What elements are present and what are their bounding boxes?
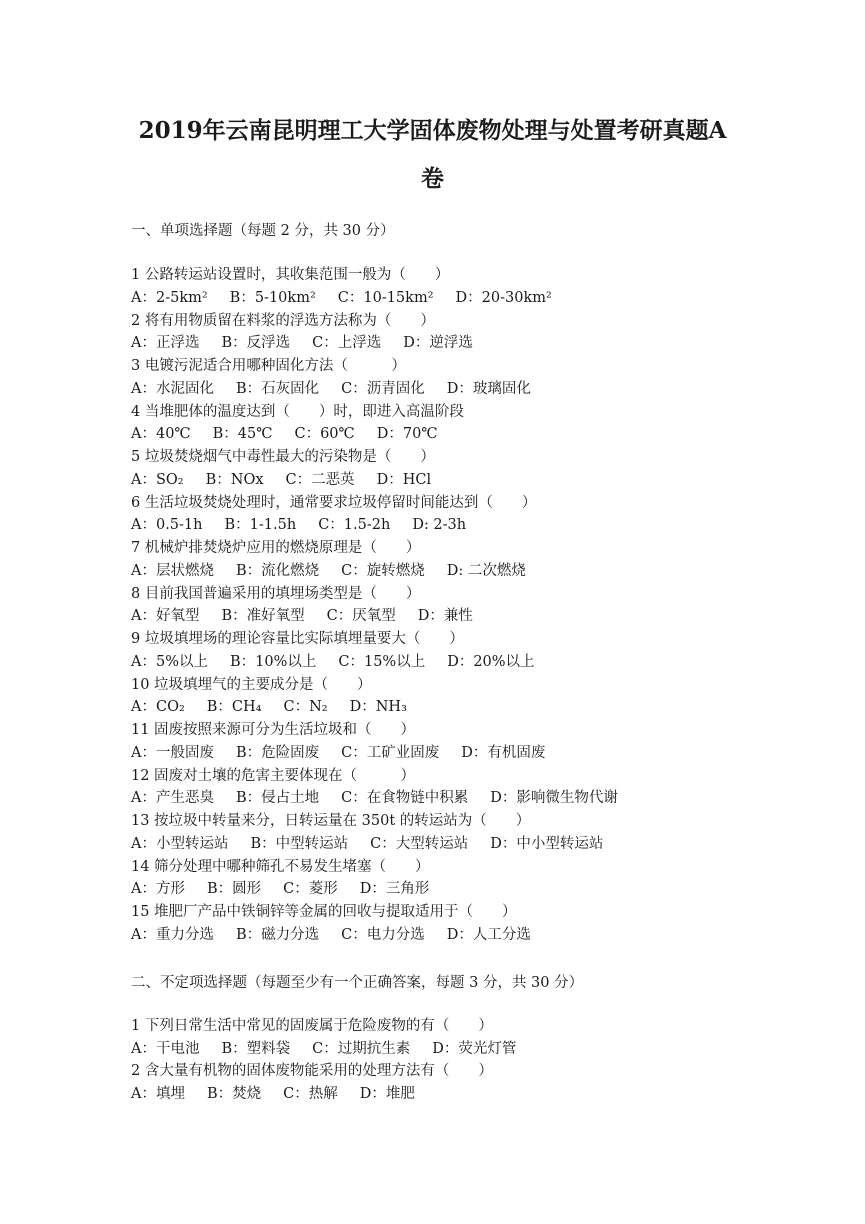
option-c: C：工矿业固废 (341, 744, 440, 761)
question-options (131, 380, 553, 398)
option-b: B：流化燃烧 (235, 562, 320, 579)
option-a: A：40℃ (131, 426, 191, 443)
question-text: 13 按垃圾中转量来分，日转运量在 350t 的转运站为（ ） (131, 813, 531, 829)
question-options (131, 1040, 538, 1058)
question-text: 4 当堆肥体的温度达到（ ）时，即进入高温阶段 (131, 403, 464, 420)
option-c: C：热解 (283, 1085, 338, 1102)
option-b: B：磁力分选 (235, 926, 320, 943)
question-options (131, 562, 548, 580)
question-text: 1 下列日常生活中常见的固废属于危险废物的有（ ） (131, 1018, 493, 1034)
option-d: D: 二次燃烧 (446, 562, 526, 579)
option-b: B：塑料袋 (221, 1040, 291, 1057)
option-b: B：圆形 (206, 881, 262, 898)
option-b: B：10%以上 (229, 653, 317, 670)
option-a: A：产生恶臭 (131, 790, 214, 807)
question-text: 6 生活垃圾焚烧处理时，通常要求垃圾停留时间能达到（ ） (131, 494, 537, 511)
option-d: D：人工分选 (446, 926, 531, 943)
option-d: D：兼性 (417, 608, 473, 625)
question-options (131, 471, 453, 489)
option-d: D：逆浮选 (403, 335, 473, 352)
option-b: B：1-1.5h (224, 517, 297, 534)
option-d: D：中小型转运站 (490, 835, 604, 852)
option-a: A：干电池 (131, 1040, 200, 1057)
question-options (131, 926, 553, 944)
option-b: B：中型转运站 (250, 835, 349, 852)
option-d: D：有机固废 (461, 744, 546, 761)
option-d: D：20%以上 (447, 653, 535, 670)
question-text: 2 将有用物质留在料浆的浮选方法称为（ ） (131, 312, 435, 329)
option-b: B：准好氧型 (221, 608, 305, 625)
option-a: A：2-5km² (131, 289, 208, 306)
option-d: D：NH₃ (349, 699, 407, 716)
option-a: A：5%以上 (131, 653, 208, 670)
option-d: D：20-30km² (455, 289, 552, 306)
option-d: D：70℃ (376, 426, 438, 443)
question-text: 14 筛分处理中哪种筛孔不易发生堵塞（ ） (131, 858, 430, 875)
question-options (131, 744, 567, 762)
option-d: D: 2-3h (412, 517, 467, 534)
option-a: A：重力分选 (131, 926, 214, 943)
option-c: C：上浮选 (312, 335, 382, 352)
option-d: D：荧光灯管 (432, 1040, 517, 1057)
option-c: C：过期抗生素 (312, 1040, 411, 1057)
option-b: B：石灰固化 (235, 380, 320, 397)
question-text: 1 公路转运站设置时，其收集范围一般为（ ） (131, 267, 450, 283)
option-a: A：正浮选 (131, 335, 200, 352)
option-a: A：填埋 (131, 1085, 185, 1102)
question-text: 7 机械炉排焚烧炉应用的燃烧原理是（ ） (131, 540, 421, 556)
option-a: A：SO₂ (131, 471, 184, 488)
option-c: C：菱形 (283, 881, 338, 898)
option-b: B：CH₄ (206, 699, 262, 716)
option-c: C：1.5-2h (318, 517, 391, 534)
option-b: B：5-10km² (229, 289, 316, 306)
question-options (131, 1085, 437, 1103)
option-a: A：层状燃烧 (131, 562, 214, 579)
question-text: 2 含大量有机物的固体废物能采用的处理方法有（ ） (131, 1063, 493, 1079)
option-a: A：小型转运站 (131, 835, 229, 852)
question-text: 5 垃圾焚烧烟气中毒性最大的污染物是（ ） (131, 449, 435, 465)
question-text: 15 堆肥厂产品中铁铜锌等金属的回收与提取适用于（ ） (131, 904, 517, 920)
option-a: A：CO₂ (131, 699, 185, 716)
option-c: C：厌氧型 (326, 608, 396, 625)
option-c: C：15%以上 (338, 653, 426, 670)
question-options (131, 789, 640, 807)
option-d: D：玻璃固化 (446, 380, 531, 397)
option-c: C：电力分选 (341, 926, 425, 943)
question-options (131, 289, 574, 307)
option-c: C：大型转运站 (370, 835, 469, 852)
option-c: C：沥青固化 (341, 380, 425, 397)
question-options (131, 516, 488, 534)
option-b: B：反浮选 (221, 335, 291, 352)
option-c: C：二恶英 (285, 471, 355, 488)
option-d: D：三角形 (359, 881, 430, 898)
option-a: A：一般固废 (131, 744, 214, 761)
option-a: A：方形 (131, 881, 185, 898)
section2-heading: 二、不定项选择题（每题至少有一个正确答案，每题 3 分，共 30 分） (131, 975, 584, 991)
option-b: B：侵占土地 (235, 790, 320, 807)
option-d: D：影响微生物代谢 (490, 790, 618, 807)
option-d: D：堆肥 (359, 1085, 415, 1102)
option-a: A：好氧型 (131, 608, 200, 625)
question-options (131, 425, 460, 443)
question-options (131, 835, 625, 853)
question-text: 11 固废按照来源可分为生活垃圾和（ ） (131, 722, 416, 738)
question-options (131, 698, 429, 716)
question-text: 10 垃圾填埋气的主要成分是（ ） (131, 676, 372, 693)
page-title-line2: 卷 (421, 165, 444, 192)
option-b: B：焚烧 (206, 1085, 262, 1102)
question-options (131, 653, 557, 671)
option-b: B：45℃ (212, 426, 273, 443)
section1-heading: 一、单项选择题（每题 2 分，共 30 分） (131, 223, 395, 239)
question-options (131, 334, 495, 352)
option-d: D：HCl (376, 471, 432, 488)
option-c: C：旋转燃烧 (341, 562, 425, 579)
option-a: A：水泥固化 (131, 380, 214, 397)
question-text: 8 目前我国普遍采用的填埋场类型是（ ） (131, 585, 421, 602)
question-text: 9 垃圾填埋场的理论容量比实际填埋量要大（ ） (131, 631, 464, 647)
option-b: B：危险固废 (235, 744, 320, 761)
option-b: B：NOx (205, 471, 264, 488)
option-a: A：0.5-1h (131, 517, 203, 534)
question-text: 3 电镀污泥适合用哪种固化方法（ ） (131, 358, 406, 374)
question-options (131, 607, 495, 625)
option-c: C：10-15km² (337, 289, 434, 306)
question-text: 12 固废对土壤的危害主要体现在（ ） (131, 767, 416, 784)
option-c: C：60℃ (294, 426, 355, 443)
question-options (131, 880, 451, 898)
option-c: C：在食物链中积累 (341, 790, 469, 807)
option-c: C：N₂ (283, 699, 328, 716)
page-title-line1: 2019年云南昆明理工大学固体废物处理与处置考研真题A (138, 117, 727, 144)
